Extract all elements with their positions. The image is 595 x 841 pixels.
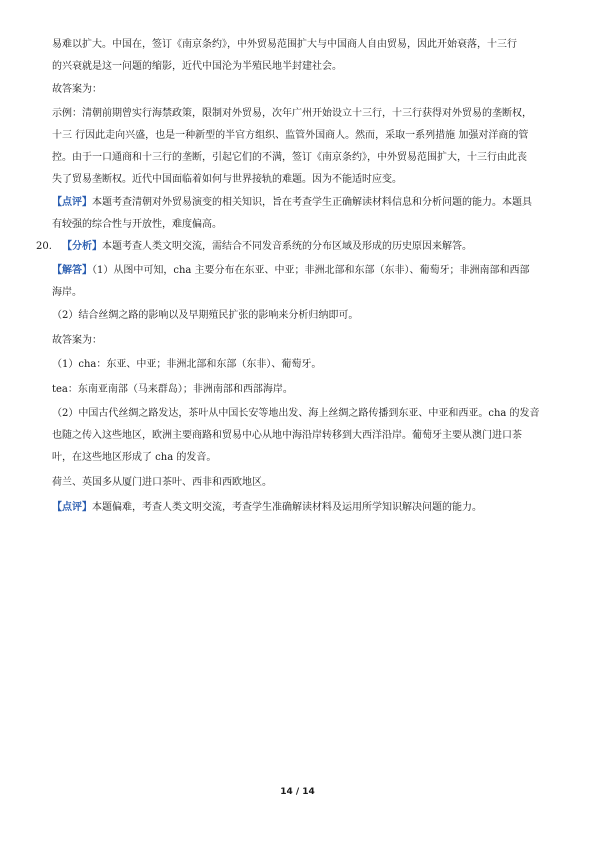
- answer-tea: tea：东南亚南部（马来群岛）；非洲南部和西部海岸。: [52, 384, 293, 395]
- text-line: （2）中国古代丝绸之路发达，茶叶从中国长安等地出发、海上丝绸之路传播到东亚、中亚和西亚。cha 的发音: [52, 408, 540, 419]
- question-number: 20.: [36, 241, 52, 252]
- answer-label: 故答案为：: [52, 335, 102, 346]
- text-line: 叶，在这些地区形成了 cha 的发音。: [52, 452, 217, 463]
- comment-paragraph-2: [52, 497, 552, 519]
- comment-tag: 【点评】: [52, 197, 92, 208]
- text-line: 易难以扩大。中国在，签订《南京条约》，中外贸易范围扩大与中国商人自由贸易，因此开始衰落，十三行: [52, 39, 517, 50]
- page-number: 14 / 14: [280, 787, 315, 797]
- text-line: 有较强的综合性与开放性，难度偏高。: [52, 219, 222, 230]
- text-line: 【点评】本题考查清朝对外贸易演变的相关知识，旨在考查学生正确解读材料信息和分析问题的能力。本题具: [52, 197, 532, 208]
- answer-part-2: [52, 403, 552, 469]
- solution-paragraph: [52, 260, 552, 304]
- solution-part-2: （2）结合丝绸之路的影响以及早期殖民扩张的影响来分析归纳即可。: [52, 310, 359, 321]
- paragraph-example: [52, 103, 552, 191]
- text-line: 十三 行因此走向兴盛，也是一种新型的半官方组织、监管外国商人。然而，采取一系列措施 加强对洋商的管: [52, 130, 529, 141]
- text-line: 【分析】本题考查人类文明交流，需结合不同发音系统的分布区域及形成的历史原因来解答。: [62, 241, 472, 252]
- text-line: 也随之传入这些地区，欧洲主要商路和贸易中心从地中海沿岸转移到大西洋沿岸。葡萄牙主要从澳门进口茶: [52, 430, 522, 441]
- text-line: 示例：清朝前期曾实行海禁政策，限制对外贸易，次年广州开始设立十三行，十三行获得对外贸易的垄断权，: [52, 108, 532, 119]
- comment-tag: 【点评】: [52, 502, 92, 513]
- text-line: 的兴衰就是这一问题的缩影，近代中国沦为半殖民地半封建社会。: [52, 61, 342, 72]
- answer-label: 故答案为：: [52, 84, 102, 95]
- comment-paragraph: [52, 192, 552, 236]
- solution-tag: 【解答】: [52, 265, 92, 276]
- text-line: 【点评】本题偏难，考查人类文明交流，考查学生准确解读材料及运用所学知识解决问题的能力。: [52, 502, 482, 513]
- text-line: 失了贸易垄断权。近代中国面临着如何与世界接轨的难题。因为不能适时应变。: [52, 174, 402, 185]
- question-analysis: [62, 236, 552, 258]
- analysis-tag: 【分析】: [62, 241, 102, 252]
- answer-part-3: 荷兰、英国多从厦门进口茶叶、西非和西欧地区。: [52, 477, 272, 488]
- text-line: 海岸。: [52, 287, 82, 298]
- paragraph-continuation: [52, 34, 552, 78]
- answer-cha: （1）cha：东亚、中亚；非洲北部和东部（东非）、葡萄牙。: [52, 359, 322, 370]
- text-line: 控。由于一口通商和十三行的垄断，引起它们的不满，签订《南京条约》，中外贸易范围扩大，十三行由此丧: [52, 152, 527, 163]
- text-line: 【解答】（1）从图中可知，cha 主要分布在东亚、中亚；非洲北部和东部（东非）、葡萄牙；非洲南部和西部: [52, 265, 530, 276]
